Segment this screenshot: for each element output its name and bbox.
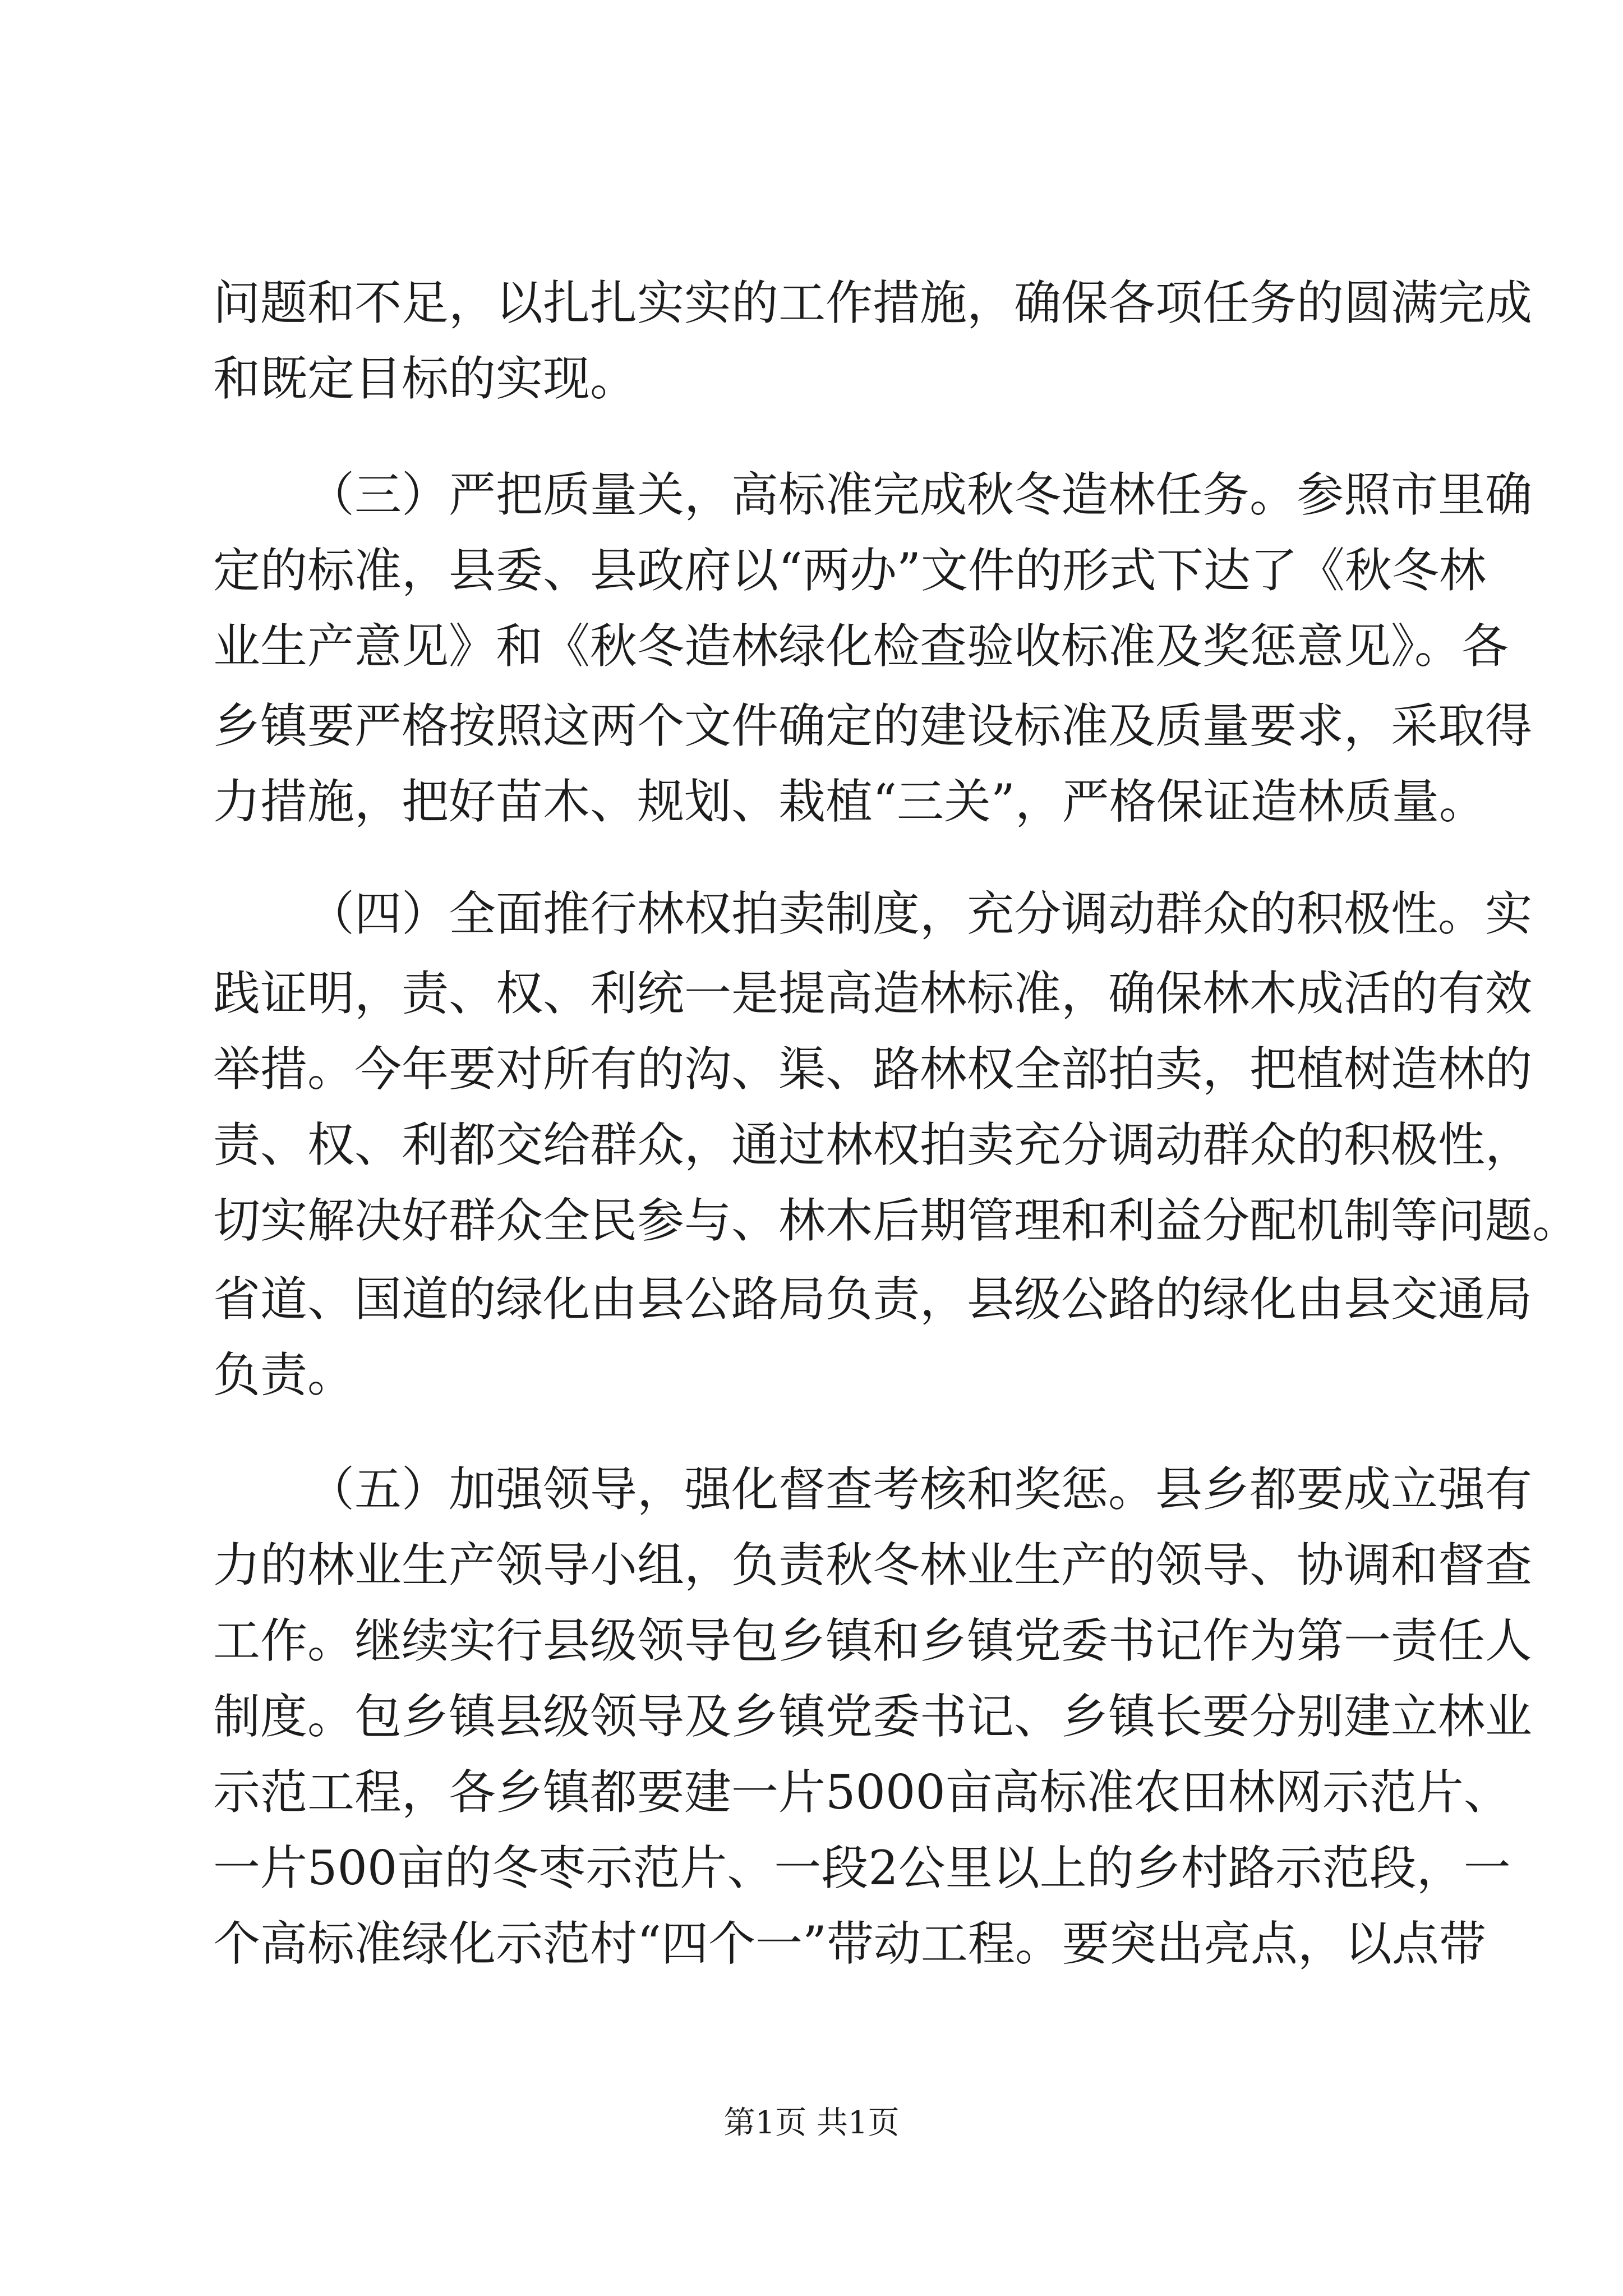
text-line: 示范工程，各乡镇都要建一片5000亩高标准农田林网示范片、 [213,1765,1511,1820]
text-line: （三）严把质量关，高标准完成秋冬造林任务。参照市里确 [307,467,1533,522]
text-line: 举措。今年要对所有的沟、渠、路林权全部拍卖，把植树造林的 [213,1042,1533,1097]
text-line: 负责。 [213,1347,355,1402]
text-line: 问题和不足，以扎扎实实的工作措施，确保各项任务的圆满完成 [213,275,1533,330]
page-number-footer: 第1页 共1页 [723,2105,900,2141]
text-line: 践证明，责、权、利统一是提高造林标准，确保林木成活的有效 [213,966,1533,1021]
text-line: 乡镇要严格按照这两个文件确定的建设标准及质量要求，采取得 [213,698,1533,753]
text-line: 工作。继续实行县级领导包乡镇和乡镇党委书记作为第一责任人 [213,1613,1533,1668]
text-line: 个高标准绿化示范村“四个一”带动工程。要突出亮点，以点带 [213,1916,1486,1971]
text-line: （四）全面推行林权拍卖制度，充分调动群众的积极性。实 [307,886,1533,941]
text-line: 定的标准，县委、县政府以“两办”文件的形式下达了《秋冬林 [213,543,1486,598]
text-line: 制度。包乡镇县级领导及乡镇党委书记、乡镇长要分别建立林业 [213,1689,1533,1744]
text-line: 力措施，把好苗木、规划、栽植“三关”，严格保证造林质量。 [213,774,1486,829]
text-line: 切实解决好群众全民参与、林木后期管理和利益分配机制等问题。 [213,1193,1580,1248]
text-line: 业生产意见》和《秋冬造林绿化检查验收标准及奖惩意见》。各 [213,619,1509,674]
text-line: （五）加强领导，强化督查考核和奖惩。县乡都要成立强有 [307,1462,1533,1517]
text-line: 力的林业生产领导小组，负责秋冬林业生产的领导、协调和督查 [213,1538,1533,1593]
text-line: 省道、国道的绿化由县公路局负责，县级公路的绿化由县交通局 [213,1272,1533,1327]
text-line: 一片500亩的冬枣示范片、一段2公里以上的乡村路示范段，一 [213,1841,1511,1895]
text-line: 责、权、利都交给群众，通过林权拍卖充分调动群众的积极性， [213,1117,1533,1172]
text-line: 和既定目标的实现。 [213,351,638,406]
